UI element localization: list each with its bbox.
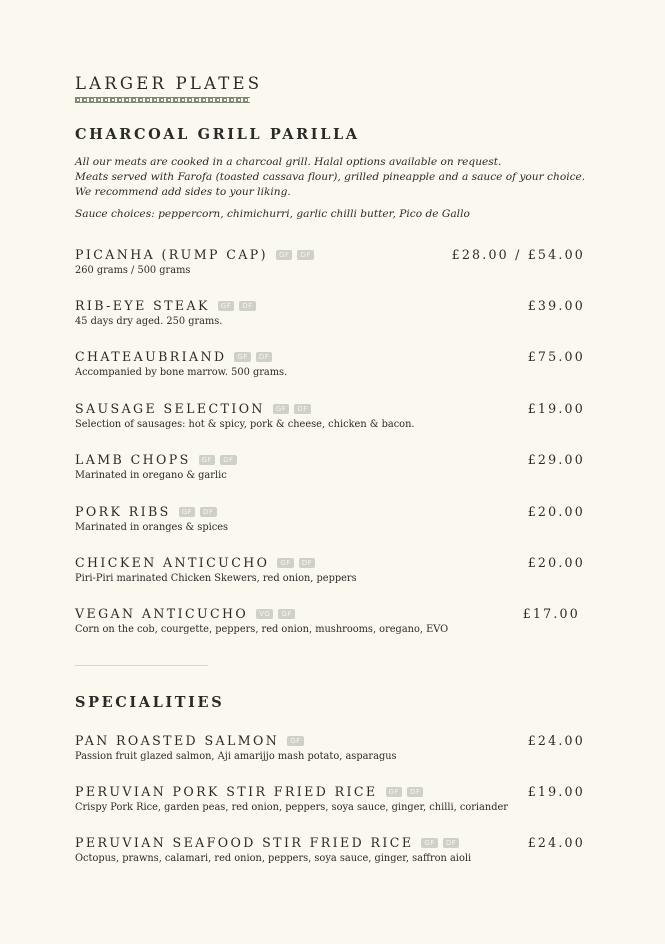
menu-item-price: £19.00 [527,784,585,799]
menu-item-header [75,247,314,262]
dietary-badge: GF [421,838,437,848]
menu-item-header [75,606,295,621]
menu-item-description: Passion fruit glazed salmon, Aji amarijjo mash potato, asparagus [75,751,397,762]
menu-item-name: CHICKEN ANTICUCHO [75,555,270,570]
dietary-badge: DF [294,404,310,414]
menu-item [75,606,585,640]
menu-item [75,555,585,589]
menu-item-header [75,349,272,364]
menu-item-price: £20.00 [527,555,585,570]
menu-item-price: £29.00 [527,452,585,467]
dietary-badge: DF [256,352,272,362]
menu-item-price: £17.00 [522,606,580,621]
menu-item-name: LAMB CHOPS [75,452,191,467]
charcoal-grill-title: CHARCOAL GRILL PARILLA [75,126,360,143]
dietary-badge: DF [407,787,423,797]
dietary-badge: GF [218,301,234,311]
menu-item [75,504,585,538]
menu-item-header [75,784,423,799]
menu-item [75,452,585,486]
menu-item [75,349,585,383]
menu-item-description: Marinated in oregano & garlic [75,470,227,481]
menu-item-name: PAN ROASTED SALMON [75,733,280,748]
dietary-badge: DF [297,250,313,260]
dietary-badge: GF [273,404,289,414]
menu-item-header [75,452,237,467]
menu-item-header [75,401,311,416]
dietary-badge: GF [234,352,250,362]
menu-item-description: Octopus, prawns, calamari, red onion, peppers, soya sauce, ginger, saffron aioli [75,853,472,864]
intro-line: Meats served with Farofa (toasted cassava flour), grilled pineapple and a sauce of your choice. [75,171,586,183]
menu-item-description: Marinated in oranges & spices [75,522,229,533]
menu-item-header [75,835,459,850]
menu-item-price: £39.00 [527,298,585,313]
menu-item-header [75,555,315,570]
menu-item-description: Crispy Pork Rice, garden peas, red onion, peppers, soya sauce, ginger, chilli, coriander [75,802,508,813]
intro-line: All our meats are cooked in a charcoal grill. Halal options available on request. [75,156,502,168]
menu-item-name: CHATEAUBRIAND [75,349,227,364]
menu-item-description: 260 grams / 500 grams [75,265,191,276]
menu-item [75,835,585,869]
menu-item-name: PERUVIAN SEAFOOD STIR FRIED RICE [75,835,414,850]
menu-item [75,298,585,332]
sauce-choices: Sauce choices: peppercorn, chimichurri, garlic chilli butter, Pico de Gallo [75,208,470,220]
dietary-badge: GF [287,736,303,746]
dietary-badge: GF [277,558,293,568]
menu-item-header [75,504,217,519]
menu-item-name: VEGAN ANTICUCHO [75,606,249,621]
menu-item-price: £19.00 [527,401,585,416]
menu-item-name: PERUVIAN PORK STIR FRIED RICE [75,784,378,799]
charcoal-intro [75,155,590,200]
menu-item-description: Selection of sausages: hot & spicy, pork & cheese, chicken & bacon. [75,419,415,430]
dietary-badge: DF [220,455,236,465]
menu-item-description: Accompanied by bone marrow. 500 grams. [75,367,288,378]
section-title: LARGER PLATES [75,74,263,93]
menu-item-name: PICANHA (RUMP CAP) [75,247,268,262]
menu-item-price: £20.00 [527,504,585,519]
menu-item [75,401,585,435]
menu-item [75,784,585,818]
dietary-badge: DF [200,507,216,517]
menu-item [75,733,585,767]
greek-key-ornament [75,97,250,103]
specialities-title: SPECIALITIES [75,694,225,711]
menu-item-name: SAUSAGE SELECTION [75,401,265,416]
dietary-badge: GF [278,609,294,619]
menu-item [75,247,585,281]
menu-item-description: Corn on the cob, courgette, peppers, red onion, mushrooms, oregano, EVO [75,624,449,635]
intro-line: We recommend add sides to your liking. [75,186,291,198]
menu-item-header [75,733,304,748]
menu-item-price: £24.00 [527,733,585,748]
menu-item-description: Piri-Piri marinated Chicken Skewers, red onion, peppers [75,573,357,584]
menu-item-price: £28.00 / £54.00 [451,247,585,262]
dietary-badge: GF [276,250,292,260]
menu-item-price: £75.00 [527,349,585,364]
menu-item-name: RIB-EYE STEAK [75,298,210,313]
dietary-badge: GF [386,787,402,797]
dietary-badge: DF [239,301,255,311]
menu-item-price: £24.00 [527,835,585,850]
menu-item-header [75,298,256,313]
menu-item-description: 45 days dry aged. 250 grams. [75,316,223,327]
dietary-badge: DF [443,838,459,848]
section-divider [75,665,208,666]
dietary-badge: GF [179,507,195,517]
menu-item-name: PORK RIBS [75,504,171,519]
dietary-badge: DF [299,558,315,568]
dietary-badge: GF [199,455,215,465]
dietary-badge: VG [256,609,273,619]
